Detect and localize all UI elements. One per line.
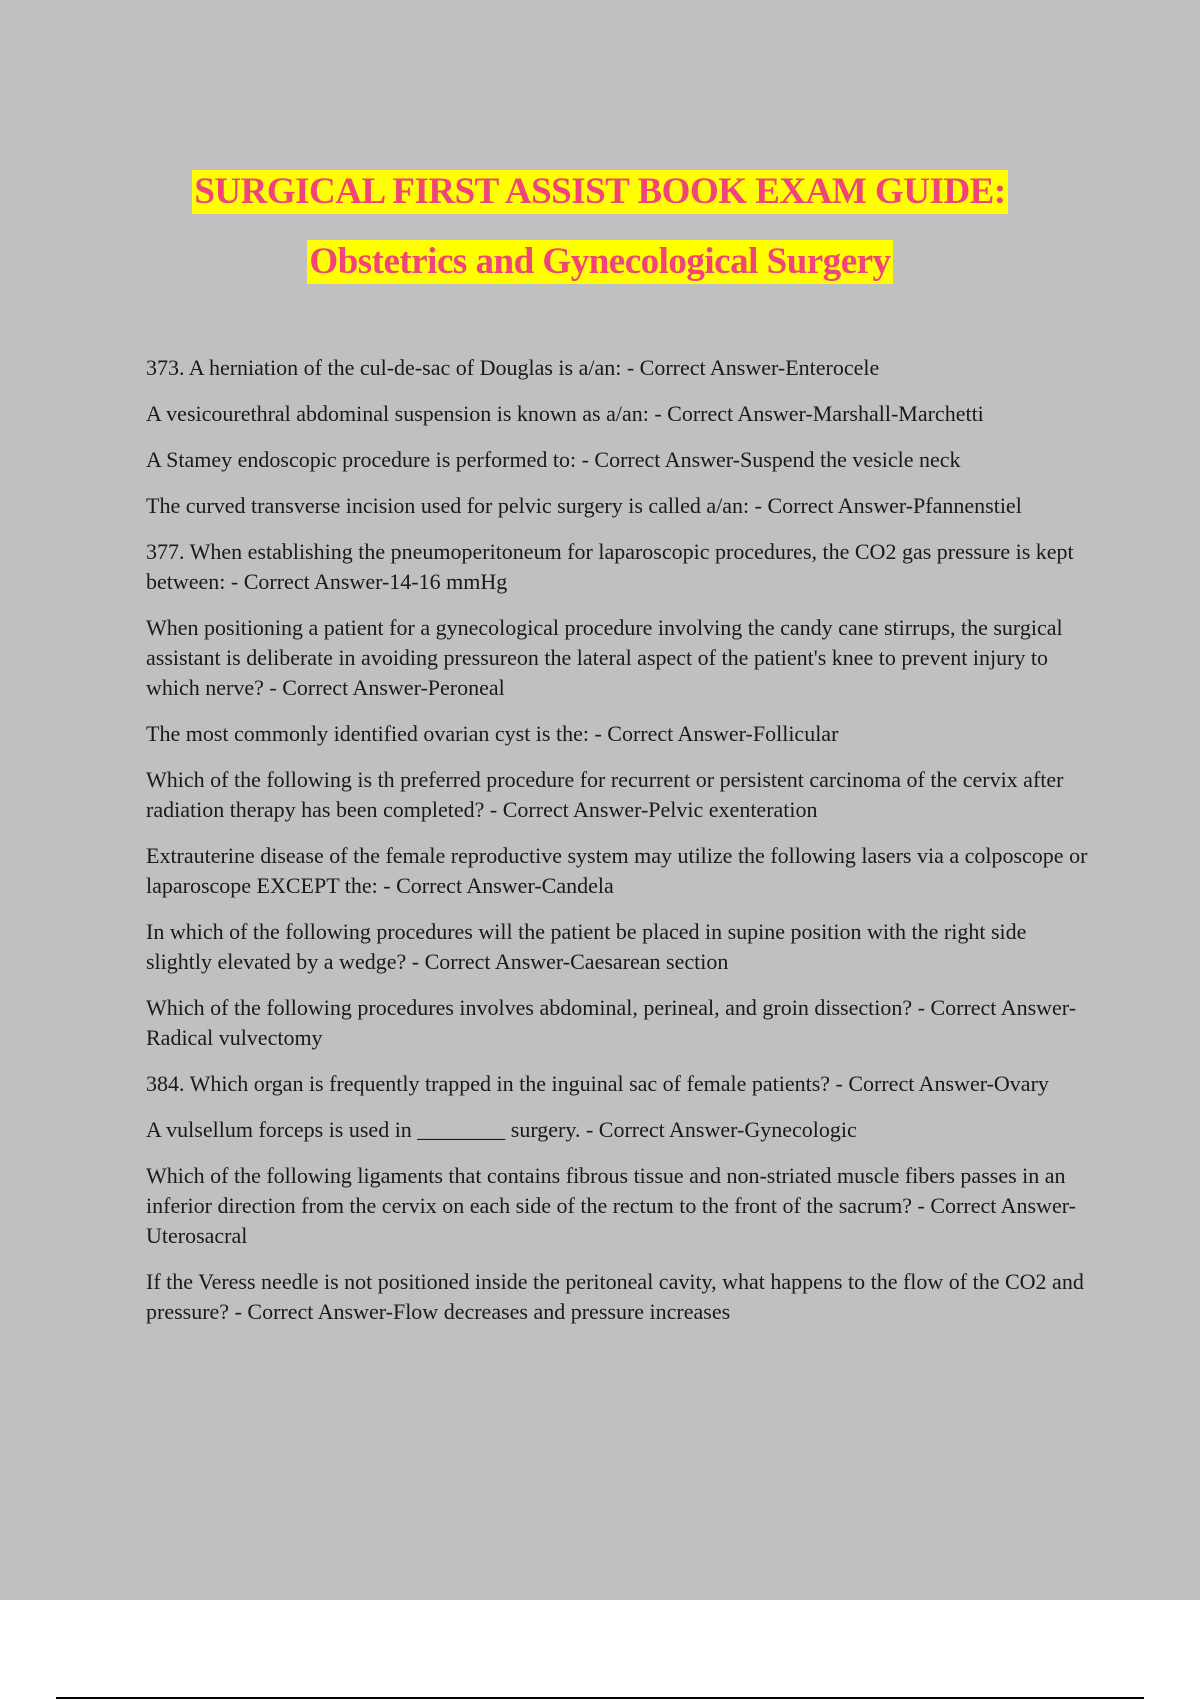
qa-item: When positioning a patient for a gynecological procedure involving the candy cane stirrups, the surgical assistant is deliberate in avoiding pressureon the lateral aspect of the patient's knee to prevent injury to which nerve? - Correct Answer-Peroneal <box>146 615 1063 700</box>
qa-item: A vesicourethral abdominal suspension is known as a/an: - Correct Answer-Marshall-Marchetti <box>146 401 984 426</box>
qa-item: Which of the following procedures involves abdominal, perineal, and groin dissection? - Correct Answer-Radical vulvectomy <box>146 995 1077 1050</box>
qa-item: A Stamey endoscopic procedure is performed to: - Correct Answer-Suspend the vesicle neck <box>146 447 961 472</box>
document-title <box>0 170 1200 284</box>
footer-divider <box>56 1697 1144 1699</box>
title-line-2: Obstetrics and Gynecological Surgery <box>309 241 891 282</box>
qa-item: 384. Which organ is frequently trapped in the inguinal sac of female patients? - Correct Answer-Ovary <box>146 1071 1049 1096</box>
qa-item: If the Veress needle is not positioned inside the peritoneal cavity, what happens to the flow of the CO2 and pressure? - Correct Answer-Flow decreases and pressure increases <box>146 1269 1084 1324</box>
qa-item: 373. A herniation of the cul-de-sac of Douglas is a/an: - Correct Answer-Enterocele <box>146 355 880 380</box>
qa-item: 377. When establishing the pneumoperitoneum for laparoscopic procedures, the CO2 gas pressure is kept between: - Correct Answer-14-16 mmHg <box>146 539 1074 594</box>
qa-item: Which of the following ligaments that contains fibrous tissue and non-striated muscle fibers passes in an inferior direction from the cervix on each side of the rectum to the front of the sacrum? - Correct Answer-Uterosacral <box>146 1163 1076 1248</box>
qa-item: A vulsellum forceps is used in ________ surgery. - Correct Answer-Gynecologic <box>146 1117 857 1142</box>
qa-item: In which of the following procedures will the patient be placed in supine position with the right side slightly elevated by a wedge? - Correct Answer-Caesarean section <box>146 919 1027 974</box>
title-line-1: SURGICAL FIRST ASSIST BOOK EXAM GUIDE: <box>194 171 1006 212</box>
qa-item: Extrauterine disease of the female reproductive system may utilize the following lasers via a colposcope or laparoscope EXCEPT the: - Correct Answer-Candela <box>146 843 1088 898</box>
qa-item: Which of the following is th preferred procedure for recurrent or persistent carcinoma of the cervix after radiation therapy has been completed? - Correct Answer-Pelvic exenteration <box>146 767 1064 822</box>
qa-item: The most commonly identified ovarian cyst is the: - Correct Answer-Follicular <box>146 721 839 746</box>
qa-item: The curved transverse incision used for pelvic surgery is called a/an: - Correct Answer-Pfannenstiel <box>146 493 1022 518</box>
qa-list <box>146 353 1096 1343</box>
